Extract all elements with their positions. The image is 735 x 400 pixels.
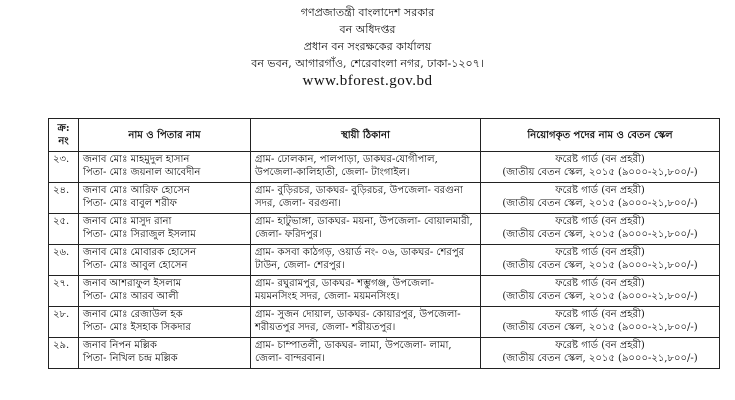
father-name: পিতা- নিখিল চন্দ্র মল্লিক bbox=[83, 353, 178, 364]
website: www.bforest.gov.bd bbox=[302, 73, 433, 89]
father-name: পিতা- মোঃ আবুল হোসেন bbox=[83, 260, 188, 271]
name-cell bbox=[79, 307, 251, 338]
address-text: গ্রাম- রঘুরামপুর, ডাকঘর- শম্ভুগঞ্জ, উপজেলা- ময়মনসিংহ সদর, জেলা- ময়মনসিংহ। bbox=[255, 278, 434, 302]
address-text: গ্রাম- সুজন দোয়াল, ডাকঘর- কোয়ারপুর, উপজেলা- শরীয়তপুর সদর, জেলা- শরীয়তপুর। bbox=[255, 309, 461, 333]
appointee-name: জনাব মোঃ মাহমুদুল হাসান bbox=[83, 154, 190, 165]
serial-cell: ২৯. bbox=[49, 338, 79, 369]
office-address: বন ভবন, আগারগাঁও, শেরেবাংলা নগর, ঢাকা-১২০৭। bbox=[251, 57, 484, 70]
post-name: ফরেষ্ট গার্ড (বন প্রহরী) bbox=[555, 340, 645, 351]
govt-name: গণপ্রজাতন্ত্রী বাংলাদেশ সরকার bbox=[300, 6, 435, 19]
header-post: নিয়োগকৃত পদের নাম ও বেতন স্কেল bbox=[481, 119, 720, 152]
table-row bbox=[49, 307, 720, 338]
appointee-name: জনাব আশরাফুল ইসলাম bbox=[83, 278, 182, 289]
post-name: ফরেষ্ট গার্ড (বন প্রহরী) bbox=[555, 216, 645, 227]
post-name: ফরেষ্ট গার্ড (বন প্রহরী) bbox=[555, 185, 645, 196]
pay-scale: (জাতীয় বেতন স্কেল, ২০১৫ (৯০০০-২১,৮০০/-) bbox=[502, 353, 698, 364]
post-cell bbox=[481, 214, 720, 245]
post-cell bbox=[481, 307, 720, 338]
address-cell bbox=[251, 307, 481, 338]
father-name: পিতা- মোঃ বাবুল শরীফ bbox=[83, 198, 177, 209]
serial-cell: ২৩. bbox=[49, 152, 79, 183]
header-name: নাম ও পিতার নাম bbox=[79, 119, 251, 152]
address-cell bbox=[251, 338, 481, 369]
serial-cell: ২৮. bbox=[49, 307, 79, 338]
pay-scale: (জাতীয় বেতন স্কেল, ২০১৫ (৯০০০-২১,৮০০/-) bbox=[502, 167, 698, 178]
pay-scale: (জাতীয় বেতন স্কেল, ২০১৫ (৯০০০-২১,৮০০/-) bbox=[502, 260, 698, 271]
address-cell bbox=[251, 183, 481, 214]
table-header-row bbox=[49, 119, 720, 152]
appointee-name: জনাব মোঃ রেজাউল হক bbox=[83, 309, 183, 320]
department-name: বন অধিদপ্তর bbox=[339, 23, 396, 36]
post-cell bbox=[481, 245, 720, 276]
name-cell bbox=[79, 338, 251, 369]
father-name: পিতা- মোঃ ইসহাক সিকদার bbox=[83, 322, 191, 333]
post-name: ফরেষ্ট গার্ড (বন প্রহরী) bbox=[555, 247, 645, 258]
post-cell bbox=[481, 183, 720, 214]
name-cell bbox=[79, 276, 251, 307]
father-name: পিতা- মোঃ সিরাজুল ইসলাম bbox=[83, 229, 196, 240]
pay-scale: (জাতীয় বেতন স্কেল, ২০১৫ (৯০০০-২১,৮০০/-) bbox=[502, 291, 698, 302]
serial-cell: ২৭. bbox=[49, 276, 79, 307]
header-address: স্থায়ী ঠিকানা bbox=[251, 119, 481, 152]
father-name: পিতা- মোঃ আরব আলী bbox=[83, 291, 179, 302]
address-text: গ্রাম- চাম্পাতলী, ডাকঘর- লামা, উপজেলা- লামা, জেলা- বান্দরবান। bbox=[255, 340, 452, 364]
letterhead bbox=[0, 0, 735, 91]
post-cell bbox=[481, 276, 720, 307]
name-cell bbox=[79, 183, 251, 214]
address-text: গ্রাম- কসবা কাঠগড়, ওয়ার্ড নং- ০৬, ডাকঘর- শেরপুর টাউন, জেলা- শেরপুর। bbox=[255, 247, 465, 271]
address-text: গ্রাম- হাটুভাঙ্গা, ডাকঘর- ময়না, উপজেলা- বোয়ালমারী, জেলা- ফরিদপুর। bbox=[255, 216, 473, 240]
address-text: গ্রাম- বুড়িরচর, ডাকঘর- বুড়িরচর, উপজেলা- বরগুনা সদর, জেলা- বরগুনা। bbox=[255, 185, 463, 209]
appointee-name: জনাব নিপন মল্লিক bbox=[83, 340, 157, 351]
address-cell bbox=[251, 214, 481, 245]
address-cell bbox=[251, 245, 481, 276]
table-row bbox=[49, 245, 720, 276]
pay-scale: (জাতীয় বেতন স্কেল, ২০১৫ (৯০০০-২১,৮০০/-) bbox=[502, 229, 698, 240]
header-serial: ক্র: নং bbox=[49, 119, 79, 152]
table-row bbox=[49, 338, 720, 369]
name-cell bbox=[79, 245, 251, 276]
serial-cell: ২৬. bbox=[49, 245, 79, 276]
table-row bbox=[49, 152, 720, 183]
appointee-name: জনাব মোঃ মাসুদ রানা bbox=[83, 216, 172, 227]
post-name: ফরেষ্ট গার্ড (বন প্রহরী) bbox=[555, 154, 645, 165]
serial-cell: ২৫. bbox=[49, 214, 79, 245]
table-row bbox=[49, 183, 720, 214]
post-name: ফরেষ্ট গার্ড (বন প্রহরী) bbox=[555, 278, 645, 289]
appointee-name: জনাব মোঃ মোবারক হোসেন bbox=[83, 247, 197, 258]
name-cell bbox=[79, 152, 251, 183]
pay-scale: (জাতীয় বেতন স্কেল, ২০১৫ (৯০০০-২১,৮০০/-) bbox=[502, 198, 698, 209]
office-name: প্রধান বন সংরক্ষকের কার্যালয় bbox=[303, 40, 432, 53]
pay-scale: (জাতীয় বেতন স্কেল, ২০১৫ (৯০০০-২১,৮০০/-) bbox=[502, 322, 698, 333]
table-row bbox=[49, 214, 720, 245]
name-cell bbox=[79, 214, 251, 245]
serial-cell: ২৪. bbox=[49, 183, 79, 214]
address-cell bbox=[251, 152, 481, 183]
address-cell bbox=[251, 276, 481, 307]
post-cell bbox=[481, 152, 720, 183]
appointee-name: জনাব মোঃ আরিফ হোসেন bbox=[83, 185, 190, 196]
appointee-table bbox=[48, 118, 720, 369]
address-text: গ্রাম- ঢোলকান, পালপাড়া, ডাকঘর-যোগীপাল, উপজেলা-কালিহাতী, জেলা- টাংগাইল। bbox=[255, 154, 438, 178]
father-name: পিতা- মোঃ জয়নাল আবেদীন bbox=[83, 167, 201, 178]
post-name: ফরেষ্ট গার্ড (বন প্রহরী) bbox=[555, 309, 645, 320]
table-row bbox=[49, 276, 720, 307]
post-cell bbox=[481, 338, 720, 369]
